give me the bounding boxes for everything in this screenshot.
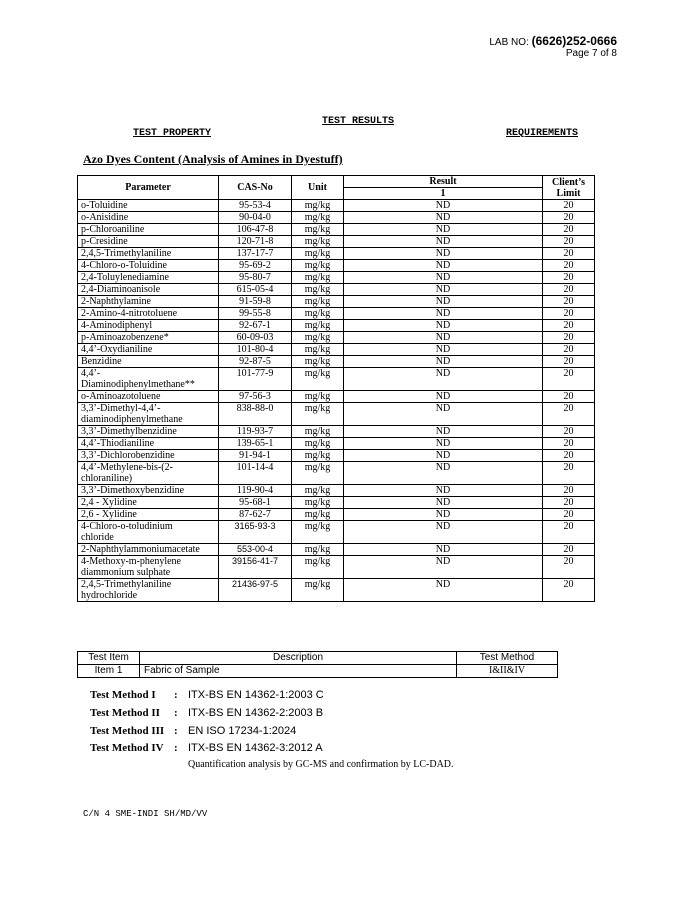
cell-limit: 20 xyxy=(543,296,595,308)
cell-result: ND xyxy=(344,426,543,438)
method-label: Test Method III xyxy=(90,725,165,737)
cell-parameter: o-Anisidine xyxy=(78,212,219,224)
cell-limit: 20 xyxy=(543,236,595,248)
cell-cas: 553-00-4 xyxy=(219,544,292,556)
method-value: ITX-BS EN 14362-2:2003 B xyxy=(188,707,324,719)
table-row xyxy=(78,200,595,212)
footer-code: C/N 4 SME-INDI SH/MD/VV xyxy=(83,809,208,819)
table-row xyxy=(78,212,595,224)
header-cas: CAS-No xyxy=(219,176,292,200)
cell-limit: 20 xyxy=(543,544,595,556)
cell-unit: mg/kg xyxy=(292,356,344,368)
cell-cas: 95-80-7 xyxy=(219,272,292,284)
table-row xyxy=(78,509,595,521)
cell-parameter: 4-Methoxy-m-phenylene diammonium sulphate xyxy=(78,556,219,579)
cell-unit: mg/kg xyxy=(292,521,344,544)
cell-result: ND xyxy=(344,260,543,272)
cell-cas: 3165-93-3 xyxy=(219,521,292,544)
table-row xyxy=(78,497,595,509)
requirements-title: REQUIREMENTS xyxy=(506,128,579,139)
cell-unit: mg/kg xyxy=(292,426,344,438)
cell-unit: mg/kg xyxy=(292,509,344,521)
cell-limit: 20 xyxy=(543,426,595,438)
cell-limit: 20 xyxy=(543,579,595,602)
cell-cas: 91-59-8 xyxy=(219,296,292,308)
table-row xyxy=(78,332,595,344)
result-rows xyxy=(78,200,595,602)
cell-unit: mg/kg xyxy=(292,344,344,356)
cell-cas: 101-77-9 xyxy=(219,368,292,391)
method-label: Test Method II xyxy=(90,707,160,719)
cell-unit: mg/kg xyxy=(292,485,344,497)
table-row xyxy=(78,356,595,368)
test-items-table xyxy=(77,651,558,678)
cell-parameter: 4-Aminodiphenyl xyxy=(78,320,219,332)
cell-result: ND xyxy=(344,462,543,485)
cell-limit: 20 xyxy=(543,509,595,521)
test-results-title: TEST RESULTS xyxy=(322,116,395,127)
cell-cas: 838-88-0 xyxy=(219,403,292,426)
cell-unit: mg/kg xyxy=(292,462,344,485)
cell-result: ND xyxy=(344,272,543,284)
quantification-note: Quantification analysis by GC-MS and confirmation by LC-DAD. xyxy=(188,759,454,770)
cell-cas: 101-14-4 xyxy=(219,462,292,485)
table-row xyxy=(78,320,595,332)
cell-limit: 20 xyxy=(543,521,595,544)
cell-limit: 20 xyxy=(543,356,595,368)
cell-parameter: p-Chloroaniline xyxy=(78,224,219,236)
items-header-description: Description xyxy=(140,652,457,665)
cell-limit: 20 xyxy=(543,320,595,332)
cell-cas: 119-93-7 xyxy=(219,426,292,438)
cell-parameter: p-Cresidine xyxy=(78,236,219,248)
cell-cas: 87-62-7 xyxy=(219,509,292,521)
cell-parameter: 3,3’-Dimethyl-4,4’- diaminodiphenylmethane xyxy=(78,403,219,426)
cell-unit: mg/kg xyxy=(292,556,344,579)
method-value: ITX-BS EN 14362-1:2003 C xyxy=(188,689,324,701)
method-colon: : xyxy=(174,725,178,737)
cell-unit: mg/kg xyxy=(292,497,344,509)
cell-cas: 139-65-1 xyxy=(219,438,292,450)
cell-limit: 20 xyxy=(543,224,595,236)
cell-cas: 119-90-4 xyxy=(219,485,292,497)
cell-cas: 95-69-2 xyxy=(219,260,292,272)
cell-cas: 101-80-4 xyxy=(219,344,292,356)
lab-number-value: (6626)252-0666 xyxy=(531,34,617,48)
cell-unit: mg/kg xyxy=(292,260,344,272)
azo-results-table xyxy=(77,175,595,602)
cell-result: ND xyxy=(344,248,543,260)
cell-result: ND xyxy=(344,332,543,344)
table-row xyxy=(78,438,595,450)
item-name: Item 1 xyxy=(78,665,140,678)
cell-unit: mg/kg xyxy=(292,450,344,462)
cell-result: ND xyxy=(344,284,543,296)
cell-cas: 95-68-1 xyxy=(219,497,292,509)
cell-parameter: 4,4’-Thiodianiline xyxy=(78,438,219,450)
cell-unit: mg/kg xyxy=(292,320,344,332)
cell-limit: 20 xyxy=(543,248,595,260)
item-description: Fabric of Sample xyxy=(140,665,457,678)
cell-cas: 97-56-3 xyxy=(219,391,292,403)
cell-result: ND xyxy=(344,344,543,356)
cell-limit: 20 xyxy=(543,332,595,344)
cell-unit: mg/kg xyxy=(292,284,344,296)
table-row xyxy=(78,403,595,426)
cell-unit: mg/kg xyxy=(292,438,344,450)
cell-parameter: 2,4-Diaminoanisole xyxy=(78,284,219,296)
table-row xyxy=(78,284,595,296)
cell-unit: mg/kg xyxy=(292,296,344,308)
cell-result: ND xyxy=(344,556,543,579)
table-row xyxy=(78,272,595,284)
table-row xyxy=(78,450,595,462)
cell-cas: 92-67-1 xyxy=(219,320,292,332)
cell-parameter: 2,4-Toluylenediamine xyxy=(78,272,219,284)
table-row xyxy=(78,391,595,403)
cell-limit: 20 xyxy=(543,272,595,284)
cell-cas: 137-17-7 xyxy=(219,248,292,260)
cell-parameter: 2-Naphthylamine xyxy=(78,296,219,308)
table-row xyxy=(78,368,595,391)
cell-unit: mg/kg xyxy=(292,308,344,320)
table-row xyxy=(78,248,595,260)
method-colon: : xyxy=(174,707,178,719)
lab-number xyxy=(489,35,617,49)
cell-parameter: 2,4 - Xylidine xyxy=(78,497,219,509)
cell-parameter: p-Aminoazobenzene* xyxy=(78,332,219,344)
cell-unit: mg/kg xyxy=(292,368,344,391)
header-limit: Client’s Limit xyxy=(543,176,595,200)
cell-limit: 20 xyxy=(543,284,595,296)
cell-result: ND xyxy=(344,224,543,236)
cell-cas: 60-09-03 xyxy=(219,332,292,344)
cell-limit: 20 xyxy=(543,450,595,462)
table-row xyxy=(78,260,595,272)
cell-limit: 20 xyxy=(543,438,595,450)
header-parameter: Parameter xyxy=(78,176,219,200)
cell-parameter: Benzidine xyxy=(78,356,219,368)
method-label: Test Method I xyxy=(90,689,156,701)
cell-result: ND xyxy=(344,497,543,509)
cell-result: ND xyxy=(344,450,543,462)
cell-unit: mg/kg xyxy=(292,236,344,248)
cell-unit: mg/kg xyxy=(292,391,344,403)
items-header-method: Test Method xyxy=(457,652,558,665)
cell-result: ND xyxy=(344,320,543,332)
cell-unit: mg/kg xyxy=(292,579,344,602)
cell-result: ND xyxy=(344,368,543,391)
cell-parameter: o-Toluidine xyxy=(78,200,219,212)
cell-parameter: o-Aminoazotoluene xyxy=(78,391,219,403)
cell-result: ND xyxy=(344,438,543,450)
method-colon: : xyxy=(174,689,178,701)
table-row xyxy=(78,579,595,602)
table-row xyxy=(78,485,595,497)
cell-cas: 21436-97-5 xyxy=(219,579,292,602)
cell-parameter: 2,4,5-Trimethylaniline hydrochloride xyxy=(78,579,219,602)
cell-limit: 20 xyxy=(543,403,595,426)
cell-parameter: 2,4,5-Trimethylaniline xyxy=(78,248,219,260)
page-number: Page 7 of 8 xyxy=(565,48,617,59)
cell-cas: 106-47-8 xyxy=(219,224,292,236)
cell-cas: 95-53-4 xyxy=(219,200,292,212)
table-row xyxy=(78,224,595,236)
cell-unit: mg/kg xyxy=(292,248,344,260)
cell-result: ND xyxy=(344,521,543,544)
cell-cas: 39156-41-7 xyxy=(219,556,292,579)
cell-result: ND xyxy=(344,200,543,212)
cell-parameter: 4,4’-Oxydianiline xyxy=(78,344,219,356)
cell-unit: mg/kg xyxy=(292,200,344,212)
method-label: Test Method IV xyxy=(90,742,164,754)
cell-cas: 615-05-4 xyxy=(219,284,292,296)
cell-parameter: 4,4’- Diaminodiphenylmethane** xyxy=(78,368,219,391)
cell-result: ND xyxy=(344,509,543,521)
cell-unit: mg/kg xyxy=(292,224,344,236)
cell-result: ND xyxy=(344,356,543,368)
cell-parameter: 2-Amino-4-nitrotoluene xyxy=(78,308,219,320)
cell-limit: 20 xyxy=(543,308,595,320)
lab-number-label: LAB NO: xyxy=(489,37,529,48)
cell-result: ND xyxy=(344,391,543,403)
cell-cas: 120-71-8 xyxy=(219,236,292,248)
table-row xyxy=(78,236,595,248)
cell-result: ND xyxy=(344,544,543,556)
cell-result: ND xyxy=(344,308,543,320)
cell-limit: 20 xyxy=(543,556,595,579)
cell-unit: mg/kg xyxy=(292,212,344,224)
header-unit: Unit xyxy=(292,176,344,200)
table-row xyxy=(78,521,595,544)
table-row xyxy=(78,544,595,556)
cell-limit: 20 xyxy=(543,462,595,485)
table-row xyxy=(78,344,595,356)
cell-limit: 20 xyxy=(543,212,595,224)
table-row xyxy=(78,462,595,485)
cell-cas: 92-87-5 xyxy=(219,356,292,368)
cell-result: ND xyxy=(344,236,543,248)
cell-limit: 20 xyxy=(543,368,595,391)
table-row xyxy=(78,556,595,579)
table-row xyxy=(78,308,595,320)
cell-parameter: 2,6 - Xylidine xyxy=(78,509,219,521)
cell-unit: mg/kg xyxy=(292,403,344,426)
table-row xyxy=(78,296,595,308)
header-result-sub: 1 xyxy=(344,188,543,200)
cell-limit: 20 xyxy=(543,485,595,497)
section-title: Azo Dyes Content (Analysis of Amines in Dyestuff) xyxy=(83,152,343,166)
item-method: I&II&IV xyxy=(457,665,558,678)
cell-parameter: 2-Naphthylammoniumacetate xyxy=(78,544,219,556)
header-result: Result xyxy=(344,176,543,188)
cell-unit: mg/kg xyxy=(292,272,344,284)
cell-limit: 20 xyxy=(543,344,595,356)
method-colon: : xyxy=(174,742,178,754)
items-header-item: Test Item xyxy=(78,652,140,665)
cell-result: ND xyxy=(344,296,543,308)
cell-cas: 99-55-8 xyxy=(219,308,292,320)
cell-limit: 20 xyxy=(543,391,595,403)
cell-parameter: 3,3’-Dimethylbenzidine xyxy=(78,426,219,438)
cell-result: ND xyxy=(344,579,543,602)
cell-cas: 91-94-1 xyxy=(219,450,292,462)
cell-parameter: 3,3’-Dichlorobenzidine xyxy=(78,450,219,462)
cell-result: ND xyxy=(344,403,543,426)
cell-cas: 90-04-0 xyxy=(219,212,292,224)
cell-parameter: 4-Chloro-o-Toluidine xyxy=(78,260,219,272)
cell-result: ND xyxy=(344,485,543,497)
table-row xyxy=(78,426,595,438)
test-property-title: TEST PROPERTY xyxy=(133,128,212,139)
method-value: EN ISO 17234-1:2024 xyxy=(188,725,297,737)
cell-unit: mg/kg xyxy=(292,332,344,344)
method-value: ITX-BS EN 14362-3:2012 A xyxy=(188,742,323,754)
cell-parameter: 4-Chloro-o-toludinium chloride xyxy=(78,521,219,544)
cell-limit: 20 xyxy=(543,200,595,212)
cell-unit: mg/kg xyxy=(292,544,344,556)
cell-parameter: 3,3’-Dimethoxybenzidine xyxy=(78,485,219,497)
cell-limit: 20 xyxy=(543,260,595,272)
cell-parameter: 4,4’-Methylene-bis-(2- chloraniline) xyxy=(78,462,219,485)
cell-result: ND xyxy=(344,212,543,224)
cell-limit: 20 xyxy=(543,497,595,509)
